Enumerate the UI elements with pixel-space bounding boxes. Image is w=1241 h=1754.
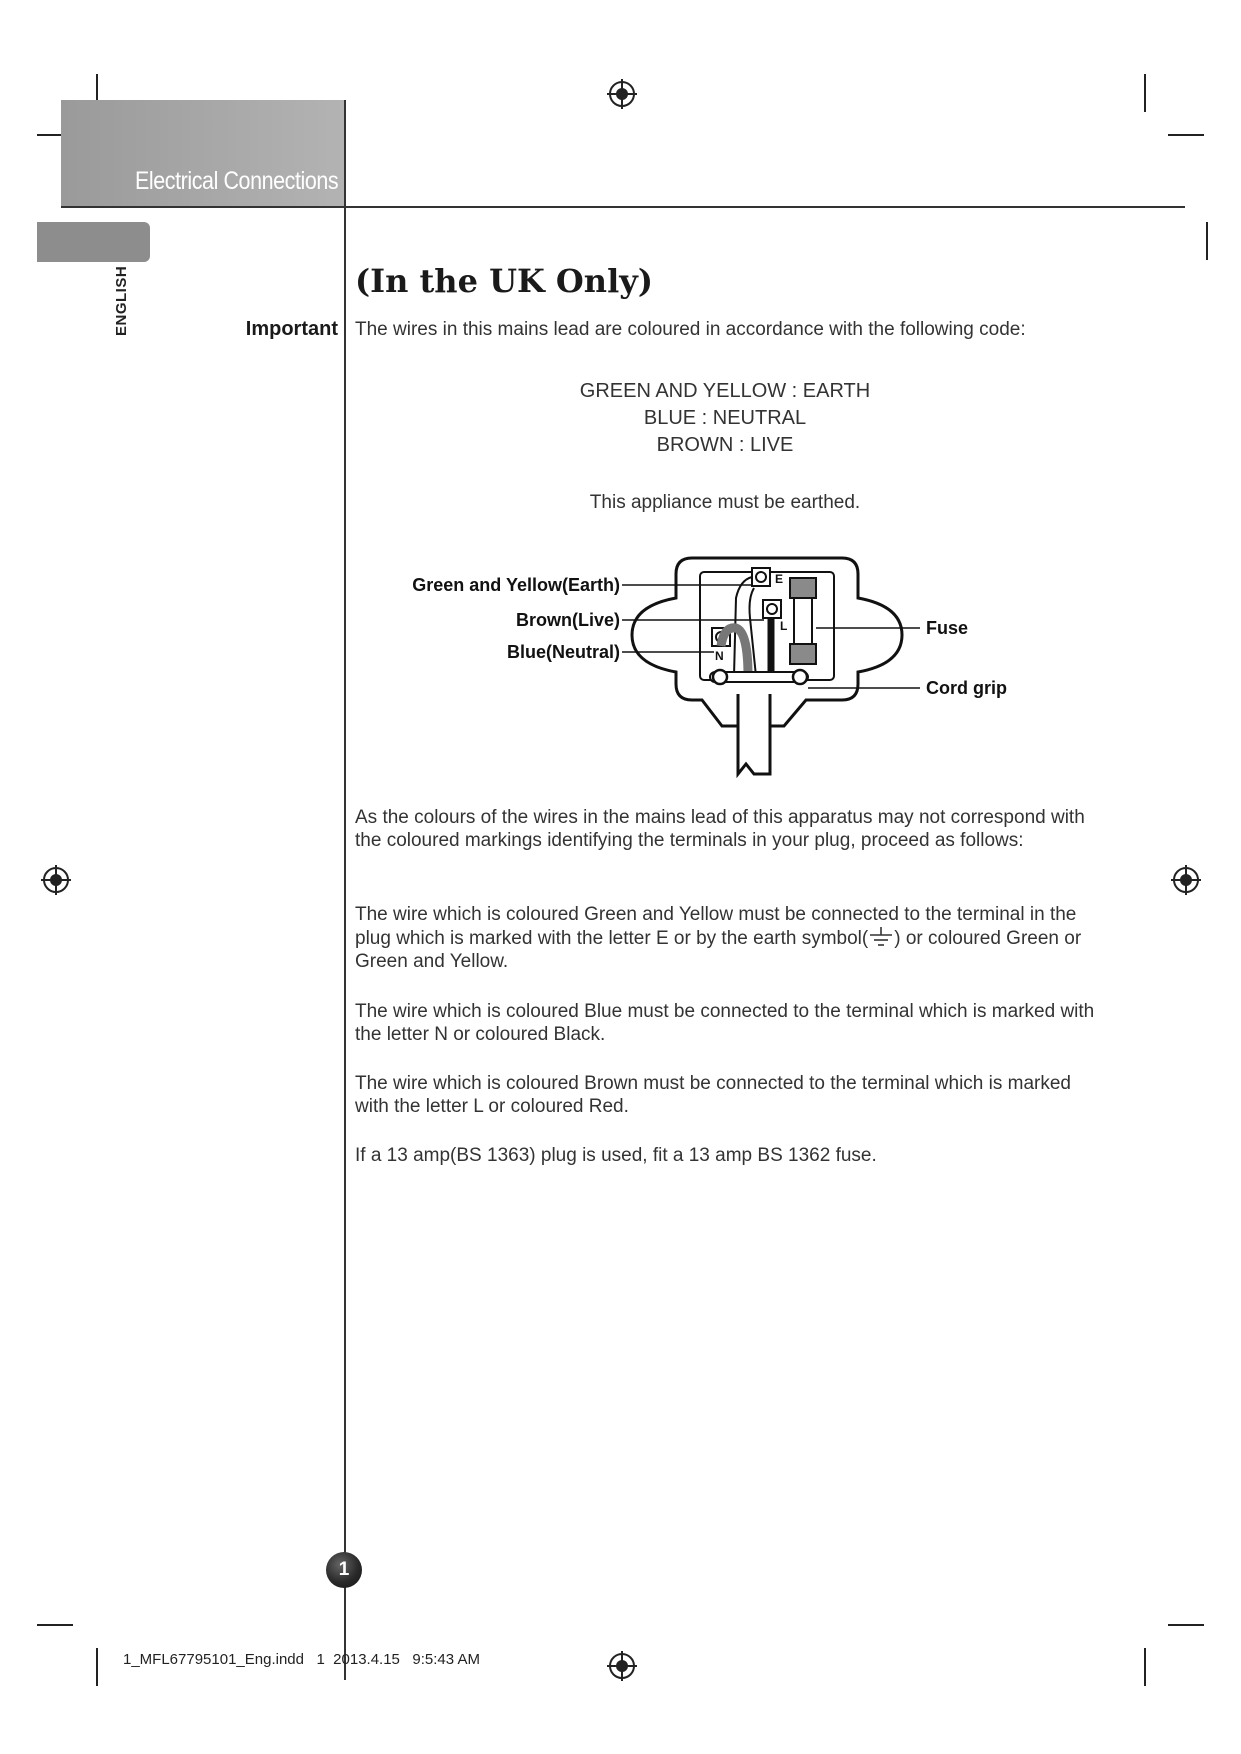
fuse-cap-top	[790, 578, 816, 598]
page-number-badge: 1	[326, 1552, 362, 1588]
color-code-item: BROWN : LIVE	[656, 434, 794, 456]
registration-mark-icon	[39, 863, 73, 897]
terminal-letter-e: E	[775, 572, 784, 586]
terminal-letter-n: N	[715, 649, 724, 663]
header-rule	[61, 206, 1185, 208]
label-live: Brown(Live)	[515, 610, 620, 630]
paragraph-blue-wire: The wire which is coloured Blue must be connected to the terminal which is marked with the letter N or coloured Black.	[355, 1001, 1095, 1045]
paragraph-earth-text-2: ) or coloured Green or Green and Yellow.	[355, 928, 1082, 972]
crop-mark	[96, 1648, 98, 1686]
cord-grip-screw	[713, 670, 727, 684]
page-title: (In the UK Only)	[355, 262, 653, 300]
cable	[738, 694, 770, 774]
label-neutral: Blue(Neutral)	[506, 642, 620, 662]
label-cord-grip: Cord grip	[926, 678, 1007, 698]
registration-mark-icon	[605, 77, 639, 111]
important-label: Important	[245, 318, 338, 340]
earth-symbol-icon	[868, 926, 894, 948]
registration-mark-icon	[1169, 863, 1203, 897]
crop-mark	[1168, 134, 1204, 136]
earth-terminal	[752, 568, 770, 586]
paragraph-earth-wire	[355, 903, 1105, 973]
label-fuse: Fuse	[926, 618, 969, 638]
crop-mark	[1206, 222, 1208, 260]
section-header-title: Electrical Connections	[135, 167, 339, 195]
crop-mark	[37, 1624, 73, 1626]
cord-grip-screw	[793, 670, 807, 684]
color-code-item: GREEN AND YELLOW : EARTH	[579, 380, 871, 402]
paragraph-fuse-rating: If a 13 amp(BS 1363) plug is used, fit a 13 amp BS 1362 fuse.	[355, 1145, 877, 1166]
color-code-list	[525, 378, 925, 459]
print-slug: 1_MFL67795101_Eng.indd 1 2013.4.15 9:5:43 AM	[123, 1651, 480, 1668]
language-label: ENGLISH	[113, 265, 130, 336]
paragraph-brown-wire: The wire which is coloured Brown must be connected to the terminal which is marked with the letter L or coloured Red.	[355, 1073, 1071, 1117]
intro-text: The wires in this mains lead are coloured in accordance with the following code:	[355, 319, 1026, 340]
plug-wiring-diagram	[380, 548, 1020, 778]
label-earth: Green and Yellow(Earth)	[412, 575, 620, 595]
registration-mark-icon	[605, 1649, 639, 1683]
earthed-note: This appliance must be earthed.	[589, 492, 861, 513]
column-rule	[344, 100, 346, 1680]
crop-mark	[1168, 1624, 1204, 1626]
crop-mark	[1144, 74, 1146, 112]
language-tab	[37, 222, 150, 262]
paragraph-earth-text-1: The wire which is coloured Green and Yellow must be connected to the terminal in the plug which is marked with the letter E or by the earth symbol(	[355, 904, 1077, 949]
paragraph-colour-mismatch: As the colours of the wires in the mains lead of this apparatus may not correspond with the coloured markings identifying the terminals in your plug, proceed as follows:	[355, 807, 1085, 851]
terminal-letter-l: L	[780, 619, 788, 633]
color-code-item: BLUE : NEUTRAL	[643, 407, 807, 429]
crop-mark	[1144, 1648, 1146, 1686]
fuse-body	[794, 590, 812, 652]
fuse-cap-bottom	[790, 644, 816, 664]
live-terminal	[763, 600, 781, 618]
